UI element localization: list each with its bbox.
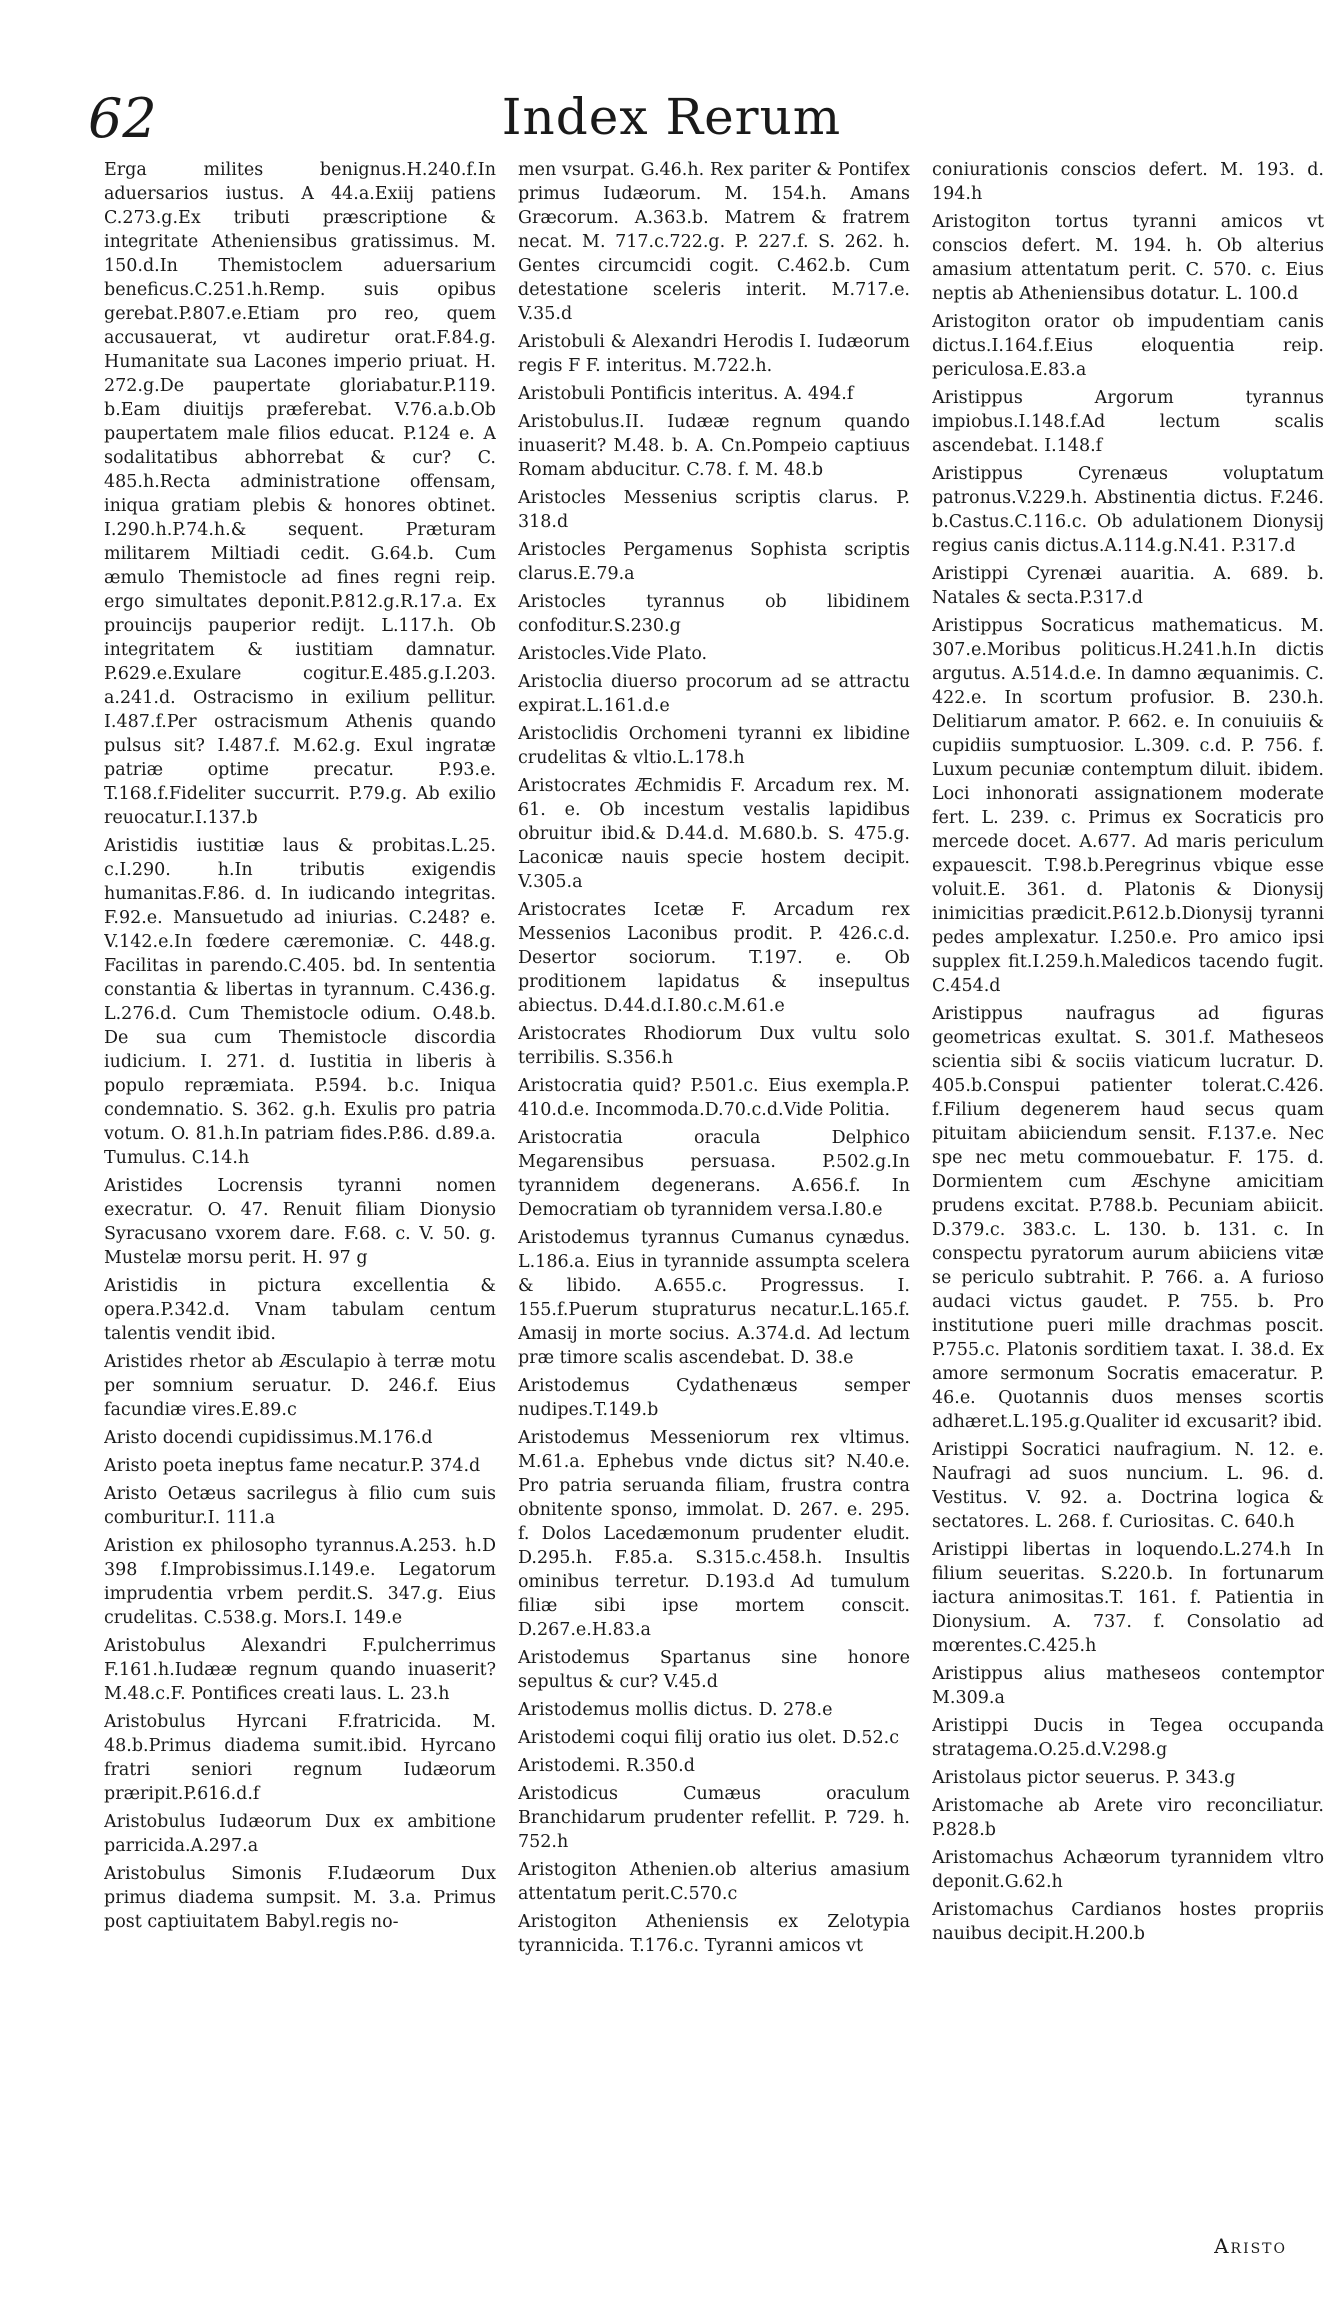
page-number: 62 (88, 87, 157, 150)
index-entry: Aristippus Argorum tyrannus impiobus.I.148.f.Ad lectum scalis ascendebat. I.148.f (932, 388, 1324, 456)
index-entry: Aristomache ab Arete viro reconciliatur. P.828.b (932, 1796, 1324, 1840)
index-entry: Aristippi Ducis in Tegea occupanda stratagema.O.25.d.V.298.g (932, 1716, 1324, 1760)
index-entry: Aristippi Cyrenæi auaritia. A. 689. b. Natales & secta.P.317.d (932, 564, 1324, 608)
index-entry: Aristo docendi cupidissimus.M.176.d (104, 1428, 433, 1448)
index-entry: coniurationis conscios defert. M. 193. d. 194.h (932, 160, 1324, 204)
index-entry: Aristion ex philosopho tyrannus.A.253. h.D 398 f.Improbissimus.I.149.e. Legatorum imprudentia vrbem perdit.S. 347.g. Eius crudelitas. C.538.g. Mors.I. 149.e (104, 1536, 496, 1628)
index-entry: Aristodemi. R.350.d (518, 1756, 695, 1776)
index-entry: Erga milites benignus.H.240.f.In aduersarios iustus. A 44.a.Exiij patiens C.273.g.Ex tributi præscriptione & integritate Atheniensibus gratissimus. M. 150.d.In Themistoclem aduersarium beneficus.C.251.h.Remp. suis opibus gerebat.P.807.e.Etiam pro reo, quem accusauerat, vt audiretur orat.F.84.g. Humanitate sua Lacones imperio priuat. H. 272.g.De paupertate gloriabatur.P.119. b.Eam diuitijs præferebat. V.76.a.b.Ob paupertatem male filios educat. P.124 e. A sodalitatibus abhorrebat & cur? C. 485.h.Recta administratione offensam, iniqua gratiam plebis & honores obtinet. I.290.h.P.74.h.& sequent. Præturam militarem Miltiadi cedit. G.64.b. Cum æmulo Themistocle ad fines regni reip. ergo simultates deponit.P.812.g.R.17.a. Ex prouincijs pauperior redijt. L.117.h. Ob integritatem & iustitiam damnatur. P.629.e.Exulare cogitur.E.485.g.I.203. a.241.d. Ostracismo in exilium pellitur. I.487.f.Per ostracismum Athenis quando pulsus sit? I.487.f. M.62.g. Exul ingratæ patriæ optime precatur. P.93.e. T.168.f.Fideliter succurrit. P.79.g. Ab exilio reuocatur.I.137.b (104, 160, 496, 828)
index-entry: Aristogiton Atheniensis ex Zelotypia tyrannicida. T.176.c. Tyranni amicos vt (518, 1912, 910, 1956)
index-column-right (932, 158, 1324, 2218)
index-entry: Aristippus alius matheseos contemptor M.309.a (932, 1664, 1324, 1708)
index-columns (104, 158, 1324, 2218)
index-entry: Aristocratia quid? P.501.c. Eius exempla.P. 410.d.e. Incommoda.D.70.c.d.Vide Politia. (518, 1076, 910, 1120)
index-entry: Aristobulus Simonis F.Iudæorum Dux primus diadema sumpsit. M. 3.a. Primus post captiuitatem Babyl.regis no- (104, 1864, 496, 1932)
index-entry: Aristogiton Athenien.ob alterius amasium attentatum perit.C.570.c (518, 1860, 910, 1904)
index-entry: Aristippi libertas in loquendo.L.274.h In filium seueritas. S.220.b. In fortunarum iactura animositas.T. 161. f. Patientia in Dionysium. A. 737. f. Consolatio ad mœrentes.C.425.h (932, 1540, 1324, 1656)
index-entry: Aristocles tyrannus ob libidinem confoditur.S.230.g (518, 592, 910, 636)
index-entry: Aristobulus Alexandri F.pulcherrimus F.161.h.Iudææ regnum quando inuaserit? M.48.c.F. Pontifices creati laus. L. 23.h (104, 1636, 496, 1704)
index-entry: Aristodemi coqui filij oratio ius olet. D.52.c (518, 1728, 900, 1748)
index-entry: Aristomachus Achæorum tyrannidem vltro deponit.G.62.h (932, 1848, 1324, 1892)
index-entry: Aristobulus.II. Iudææ regnum quando inuaserit? M.48. b. A. Cn.Pompeio captiuus Romam abducitur. C.78. f. M. 48.b (518, 412, 910, 480)
index-entry: Aristobuli Pontificis interitus. A. 494.f (518, 384, 854, 404)
index-entry: Aristocrates Icetæ F. Arcadum rex Messenios Laconibus prodit. P. 426.c.d. Desertor sociorum. T.197. e. Ob proditionem lapidatus & insepultus abiectus. D.44.d.I.80.c.M.61.e (518, 900, 910, 1016)
index-entry: Aristodemus Cydathenæus semper nudipes.T.149.b (518, 1376, 910, 1420)
index-entry: Aristobuli & Alexandri Herodis I. Iudæorum regis F F. interitus. M.722.h. (518, 332, 910, 376)
page-title: Index Rerum (501, 88, 842, 146)
index-entry: Aristocles Messenius scriptis clarus. P. 318.d (518, 488, 910, 532)
index-entry: Aristogiton tortus tyranni amicos vt conscios defert. M. 194. h. Ob alterius amasium attentatum perit. C. 570. c. Eius neptis ab Atheniensibus dotatur. L. 100.d (932, 212, 1324, 304)
index-entry: Aristodicus Cumæus oraculum Branchidarum prudenter refellit. P. 729. h. 752.h (518, 1784, 910, 1852)
index-entry: Aristippus naufragus ad figuras geometricas exultat. S. 301.f. Matheseos scientia sibi & sociis viaticum lucratur. D. 405.b.Conspui patienter tolerat.C.426. f.Filium degenerem haud secus quam pituitam abiiciendum sensit. F.137.e. Nec spe nec metu commouebatur. F. 175. d. Dormientem cum Æschyne amicitiam prudens excitat. P.788.b. Pecuniam abiicit. D.379.c. 383.c. L. 130. b. 131. c. In conspectu pyratorum aurum abiiciens vitæ se periculo subtrahit. P. 766. a. A furioso audaci victus gaudet. P. 755. b. Pro institutione pueri mille drachmas poscit. P.755.c. Platonis sorditiem taxat. I. 38.d. Ex amore sermonum Socratis emaceratur. P. 46.e. Quotannis duos menses scortis adhæret.L.195.g.Qualiter id excusarit? ibid. (932, 1004, 1324, 1432)
catchword: Aristo (1214, 2234, 1287, 2258)
index-entry: Aristocratia oracula Delphico Megarensibus persuasa. P.502.g.In tyrannidem degenerans. A.656.f. In Democratiam ob tyrannidem versa.I.80.e (518, 1128, 910, 1220)
index-column-middle (518, 158, 910, 2218)
index-entry: Aristidis in pictura excellentia & opera.P.342.d. Vnam tabulam centum talentis vendit ibid. (104, 1276, 496, 1344)
index-entry: Aristidis iustitiæ laus & probitas.L.25. c.I.290. h.In tributis exigendis humanitas.F.86. d. In iudicando integritas. F.92.e. Mansuetudo ad iniurias. C.248? e. V.142.e.In fœdere cæremoniæ. C. 448.g. Facilitas in parendo.C.405. bd. In sententia constantia & libertas in tyrannum. C.436.g. L.276.d. Cum Themistocle odium. O.48.b. De sua cum Themistocle discordia iudicium. I. 271. d. Iustitia in liberis à populo repræmiata. P.594. b.c. Iniqua condemnatio. S. 362. g.h. Exulis pro patria votum. O. 81.h.In patriam fides.P.86. d.89.a. Tumulus. C.14.h (104, 836, 496, 1168)
index-entry: Aristodemus mollis dictus. D. 278.e (518, 1700, 833, 1720)
index-entry: men vsurpat. G.46.h. Rex pariter & Pontifex primus Iudæorum. M. 154.h. Amans Græcorum. A.363.b. Matrem & fratrem necat. M. 717.c.722.g. P. 227.f. S. 262. h. Gentes circumcidi cogit. C.462.b. Cum detestatione sceleris interit. M.717.e. V.35.d (518, 160, 910, 324)
index-entry: Aristobulus Hyrcani F.fratricida. M. 48.b.Primus diadema sumit.ibid. Hyrcano fratri seniori regnum Iudæorum præripit.P.616.d.f (104, 1712, 496, 1804)
index-entry: Aristocles.Vide Plato. (518, 644, 708, 664)
index-entry: Aristomachus Cardianos hostes propriis nauibus decipit.H.200.b (932, 1900, 1324, 1944)
index-entry: Aristides Locrensis tyranni nomen execratur. O. 47. Renuit filiam Dionysio Syracusano vxorem dare. F.68. c. V. 50. g. Mustelæ morsu perit. H. 97 g (104, 1176, 496, 1268)
index-entry: Aristides rhetor ab Æsculapio à terræ motu per somnium seruatur. D. 246.f. Eius facundiæ vires.E.89.c (104, 1352, 496, 1420)
index-entry: Aristocrates Rhodiorum Dux vultu solo terribilis. S.356.h (518, 1024, 910, 1068)
index-entry: Aristobulus Iudæorum Dux ex ambitione parricida.A.297.a (104, 1812, 496, 1856)
index-entry: Aristippus Socraticus mathematicus. M. 307.e.Moribus politicus.H.241.h.In dictis argutus. A.514.d.e. In damno æquanimis. C. 422.e. In scortum profusior. B. 230.h. Delitiarum amator. P. 662. e. In conuiuiis & cupidiis sumptuosior. L.309. c.d. P. 756. f. Luxum pecuniæ contemptum diluit. ibidem. Loci inhonorati assignationem moderate fert. L. 239. c. Primus ex Socraticis pro mercede docet. A.677. Ad maris periculum expauescit. T.98.b.Peregrinus vbique esse voluit.E. 361. d. Platonis & Dionysij inimicitias prædicit.P.612.b.Dionysij tyranni pedes amplexatur. I.250.e. Pro amico ipsi supplex fit.I.259.h.Maledicos tacendo fugit. C.454.d (932, 616, 1324, 996)
index-entry: Aristocrates Æchmidis F. Arcadum rex. M. 61. e. Ob incestum vestalis lapidibus obruitur ibid.& D.44.d. M.680.b. S. 475.g. Laconicæ nauis specie hostem decipit. V.305.a (518, 776, 910, 892)
index-column-left (104, 158, 496, 2218)
index-entry: Aristo Oetæus sacrilegus à filio cum suis comburitur.I. 111.a (104, 1484, 496, 1528)
index-entry: Aristodemus Messeniorum rex vltimus. M.61.a. Ephebus vnde dictus sit? N.40.e. Pro patria seruanda filiam, frustra contra obnitente sponso, immolat. D. 267. e. 295. f. Dolos Lacedæmonum prudenter eludit. D.295.h. F.85.a. S.315.c.458.h. Insultis ominibus terretur. D.193.d Ad tumulum filiæ sibi ipse mortem conscit. D.267.e.H.83.a (518, 1428, 910, 1640)
index-entry: Aristippi Socratici naufragium. N. 12. e. Naufragi ad suos nuncium. L. 96. d. Vestitus. V. 92. a. Doctrina logica & sectatores. L. 268. f. Curiositas. C. 640.h (932, 1440, 1324, 1532)
index-entry: Aristodemus Spartanus sine honore sepultus & cur? V.45.d (518, 1648, 910, 1692)
index-entry: Aristoclidis Orchomeni tyranni ex libidine crudelitas & vltio.L.178.h (518, 724, 910, 768)
index-entry: Aristo poeta ineptus fame necatur.P. 374.d (104, 1456, 481, 1476)
index-entry: Aristodemus tyrannus Cumanus cynædus. L.186.a. Eius in tyrannide assumpta scelera & libido. A.655.c. Progressus. I. 155.f.Puerum stupraturus necatur.L.165.f. Amasij in morte socius. A.374.d. Ad lectum præ timore scalis ascendebat. D. 38.e (518, 1228, 910, 1368)
index-entry: Aristolaus pictor seuerus. P. 343.g (932, 1768, 1236, 1788)
index-entry: Aristogiton orator ob impudentiam canis dictus.I.164.f.Eius eloquentia reip. periculosa.E.83.a (932, 312, 1324, 380)
index-entry: Aristocles Pergamenus Sophista scriptis clarus.E.79.a (518, 540, 910, 584)
index-entry: Aristoclia diuerso procorum ad se attractu expirat.L.161.d.e (518, 672, 910, 716)
index-entry: Aristippus Cyrenæus voluptatum patronus.V.229.h. Abstinentia dictus. F.246. b.Castus.C.116.c. Ob adulationem Dionysij regius canis dictus.A.114.g.N.41. P.317.d (932, 464, 1324, 556)
